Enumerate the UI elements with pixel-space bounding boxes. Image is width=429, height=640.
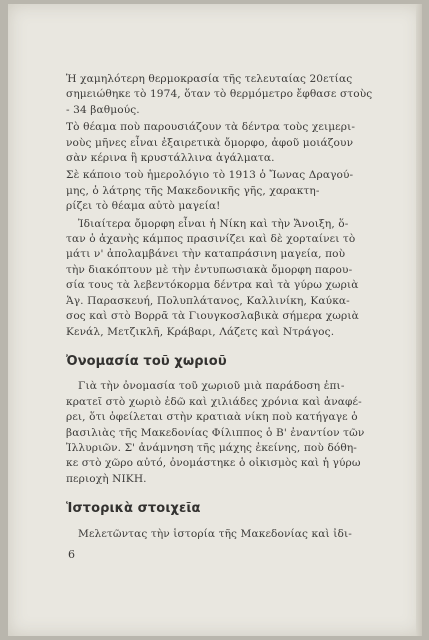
paragraph-history [66,527,388,542]
text-line: σὰν κέρινα ἢ κρυστάλλινα ἀγάλματα. [66,152,275,165]
text-line: - 34 βαθμούς. [66,103,140,116]
paragraph-low-temperature [66,72,388,118]
paragraph-winter-trees [66,120,388,166]
section-heading-history: Ἱστορικὰ στοιχεῖα [66,501,201,517]
text-line: μης, ὁ λάτρης τῆς Μακεδονικῆς γῆς, χαρακτη- [66,184,320,197]
text-line: Τὸ θέαμα ποὺ παρουσιάζουν τὰ δέντρα τοὺς χειμερι- [66,121,356,134]
text-line: Σὲ κάποιο τοὺ ἡμερολόγιο τὸ 1913 ὁ Ἴωνας Δραγού- [66,169,354,182]
text-line: ρει, ὅτι ὀφείλεται στὴν κρατιαὰ νίκη ποὺ κατήγαγε ὁ [66,411,358,424]
text-line: Ἰλλυριῶν. Σ' ἀνάμνηση τῆς μάχης ἐκείνης, ποὺ δόθη- [66,441,357,454]
text-line: κε στὸ χῶρο αὐτό, ὀνομάστηκε ὁ οἰκισμὸς καὶ ἡ γύρω [66,457,361,470]
text-line: νοὺς μῆνες εἶναι ἐξαιρετικὰ ὄμορφο, ἀφοῦ μοιάζουν [66,136,354,149]
text-line: ρίζει τὸ θέαμα αὐτὸ μαγεία! [66,200,221,213]
text-line: Ἁγ. Παρασκευή, Πολυπλάτανος, Καλλινίκη, Καύκα- [66,294,350,307]
text-line: Γιὰ τὴν ὀνομασία τοῦ χωριοῦ μιὰ παράδοση ἐπι- [78,380,345,393]
page-number: 6 [68,548,75,561]
text-line: Ἰδιαίτερα ὄμορφη εἶναι ἡ Νίκη καὶ τὴν Ἄνοιξη, ὅ- [78,217,349,230]
page-edge-shadow [416,4,422,636]
page-text [66,72,388,544]
text-line: σος καὶ στὸ Βορρᾶ τὰ Γιουγκοσλαβικὰ σήμερα χωριὰ [66,310,359,323]
paragraph-spring [66,217,388,340]
book-page [8,4,422,636]
text-line: βασιλιὰς τῆς Μακεδονίας Φίλιππος ὁ Β' ἐναντίον τῶν [66,426,365,439]
paragraph-dragoumis-quote [66,168,388,214]
text-line: Κενάλ, Μετζικλῆ, Κράβαρι, Λάζετς καὶ Ντράγος. [66,325,335,338]
paragraph-village-name-origin [66,379,388,487]
text-line: περιοχὴ ΝΙΚΗ. [66,472,147,485]
text-line: Ἡ χαμηλότερη θερμοκρασία τῆς τελευταίας 20ετίας [66,73,353,85]
text-line: μάτι ν' ἀπολαμβάνει τὴν καταπράσινη μαγεία, ποὺ [66,248,346,261]
text-line: τὴν διακόπτουν μὲ τὴν ἐντυπωσιακὰ ὄμορφη παρου- [66,263,353,276]
section-heading-village-name: Ὀνομασία τοῦ χωριοῦ [66,353,227,369]
text-line: Μελετῶντας τὴν ἱστορία τῆς Μακεδονίας καὶ ἰδι- [78,527,352,540]
text-line: σημειώθηκε τὸ 1974, ὅταν τὸ θερμόμετρο ἔφθασε στοὺς [66,88,373,101]
text-line: ταν ὁ ἀχανὴς κάμπος πρασινίζει καὶ δὲ χορταίνει τὸ [66,233,356,246]
text-line: σία τους τὰ λεβεντόκορμα δέντρα καὶ τὰ γύρω χωριὰ [66,279,359,292]
text-line: κρατεῖ στὸ χωριὸ ἐδῶ καὶ χιλιάδες χρόνια καὶ ἀναφέ- [66,395,362,408]
